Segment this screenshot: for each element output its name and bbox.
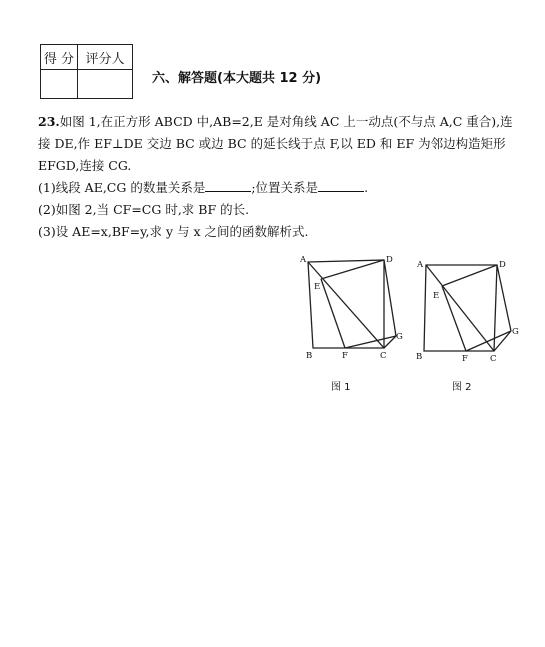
grader-cell — [78, 70, 133, 99]
segment-dg-2 — [497, 265, 511, 331]
score-table — [40, 44, 133, 99]
question-1 — [38, 177, 538, 199]
question-1-part-c: . — [364, 180, 369, 195]
question-2: (2)如图 2,当 CF=CG 时,求 BF 的长. — [38, 202, 250, 217]
answer-blank-1 — [205, 179, 251, 192]
score-header: 得 分 — [41, 45, 78, 70]
problem-23 — [38, 111, 538, 243]
fig2-label-d: D — [499, 260, 506, 270]
fig2-label-b: B — [416, 352, 423, 362]
fig2-label-a: A — [417, 260, 424, 270]
fig1-label-d: D — [386, 255, 393, 265]
fig1-label-c: C — [380, 351, 387, 361]
fig1-label-f: F — [342, 351, 348, 361]
segment-ed-2 — [442, 265, 497, 286]
problem-line-3: EFGD,连接 CG. — [38, 158, 132, 173]
figure-2-lines — [424, 265, 511, 351]
diagonal-ac-2 — [426, 265, 494, 351]
segment-ed — [321, 260, 384, 279]
fig2-label-c: C — [490, 354, 497, 364]
problem-text-1: 如图 1,在正方形 ABCD 中,AB=2,E 是对角线 AC 上一动点(不与点 A,C 重合),连 — [59, 114, 513, 129]
figure-2 — [414, 255, 524, 371]
problem-line-1 — [38, 111, 538, 133]
figure-1 — [296, 252, 408, 370]
segment-ef-2 — [442, 286, 466, 351]
figure-1-caption: 图 1 — [331, 382, 351, 393]
section-title: 六、解答题(本大题共 12 分) — [152, 71, 322, 86]
segment-fg-2 — [466, 331, 511, 351]
fig2-label-e: E — [433, 291, 440, 301]
problem-number: 23. — [38, 114, 60, 129]
question-1-part-a: (1)线段 AE,CG 的数量关系是 — [38, 180, 206, 195]
diagonal-ac — [308, 262, 384, 348]
fig1-label-b: B — [306, 351, 313, 361]
segment-dg — [384, 260, 396, 336]
fig1-label-a: A — [300, 255, 307, 265]
figure-1-lines — [308, 260, 396, 348]
score-cell — [41, 70, 78, 99]
fig1-label-g: G — [396, 332, 403, 342]
segment-fg — [345, 336, 396, 348]
fig2-label-f: F — [462, 354, 468, 364]
grader-header: 评分人 — [78, 45, 133, 70]
answer-blank-2 — [318, 179, 364, 192]
question-1-part-b: ;位置关系是 — [251, 180, 319, 195]
segment-cg-2 — [494, 331, 511, 351]
fig2-label-g: G — [512, 327, 519, 337]
problem-line-2: 接 DE,作 EF⊥DE 交边 BC 或边 BC 的延长线于点 F,以 ED 和 EF 为邻边构造矩形 — [38, 136, 506, 151]
fig1-label-e: E — [314, 282, 321, 292]
question-3: (3)设 AE=x,BF=y,求 y 与 x 之间的函数解析式. — [38, 224, 309, 239]
figure-2-caption: 图 2 — [452, 382, 472, 393]
